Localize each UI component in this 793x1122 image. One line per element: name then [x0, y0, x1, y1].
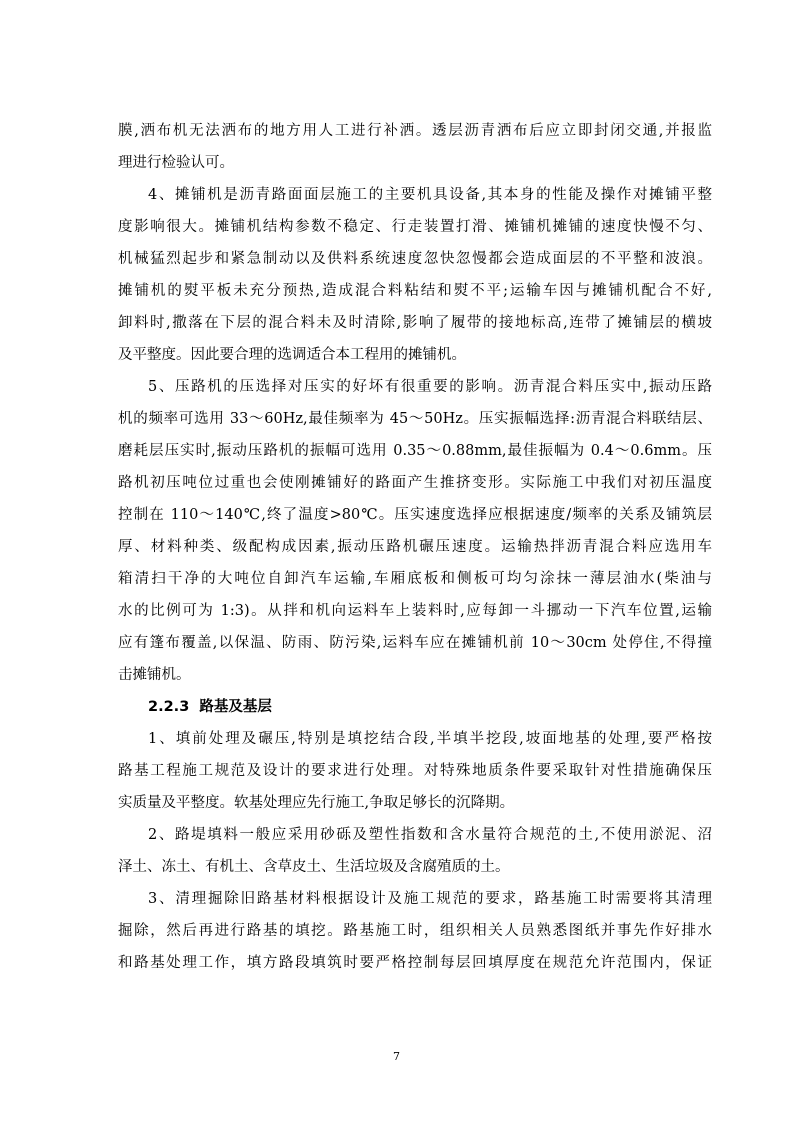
- body-text-line: 应有篷布覆盖,以保温、防雨、防污染,运料车应在摊铺机前 10～30cm 处停住,不得撞: [118, 635, 712, 651]
- body-text-line: 路机初压吨位过重也会使刚摊铺好的路面产生推挤变形。实际施工中我们对初压温度: [118, 475, 712, 491]
- section-title: 路基及基层: [199, 699, 272, 715]
- body-text-line: 3、清理掘除旧路基材料根据设计及施工规范的要求，路基施工时需要将其清理: [148, 891, 712, 907]
- body-text-line: 箱清扫干净的大吨位自卸汽车运输,车厢底板和侧板可均匀涂抹一薄层油水(柴油与: [118, 571, 712, 587]
- body-text-line: 膜,洒布机无法洒布的地方用人工进行补洒。透层沥青洒布后应立即封闭交通,并报监: [118, 123, 712, 139]
- body-text-line: 厚、材料种类、级配构成因素,振动压路机碾压速度。运输热拌沥青混合料应选用车: [118, 539, 712, 555]
- body-text-line: 机械猛烈起步和紧急制动以及供料系统速度忽快忽慢都会造成面层的不平整和波浪。: [118, 251, 712, 267]
- page-number: 7: [393, 1050, 400, 1063]
- body-text-line: 及平整度。因此要合理的选调适合本工程用的摊铺机。: [118, 347, 466, 363]
- section-number: 2.2.3: [148, 699, 190, 715]
- body-text-line: 控制在 110～140℃,终了温度>80℃。压实速度选择应根据速度/频率的关系及铺筑层: [118, 507, 712, 523]
- body-text-line: 2、路堤填料一般应采用砂砾及塑性指数和含水量符合规范的土,不使用淤泥、沼: [148, 827, 712, 843]
- body-text-line: 摊铺机的熨平板未充分预热,造成混合料粘结和熨不平;运输车因与摊铺机配合不好,: [118, 283, 712, 299]
- body-text-line: 路基工程施工规范及设计的要求进行处理。对特殊地质条件要采取针对性措施确保压: [118, 763, 712, 779]
- body-text-line: 4、摊铺机是沥青路面面层施工的主要机具设备,其本身的性能及操作对摊铺平整: [148, 187, 712, 203]
- body-text-line: 度影响很大。摊铺机结构参数不稳定、行走装置打滑、摊铺机摊铺的速度快慢不匀、: [118, 219, 712, 235]
- body-text-line: 掘除，然后再进行路基的填挖。路基施工时，组织相关人员熟悉图纸并事先作好排水: [118, 923, 712, 939]
- body-text-line: 卸料时,撒落在下层的混合料未及时清除,影响了履带的接地标高,连带了摊铺层的横坡: [118, 315, 712, 331]
- body-text-line: 磨耗层压实时,振动压路机的振幅可选用 0.35～0.88mm,最佳振幅为 0.4～0.6mm。压: [118, 443, 712, 459]
- body-text-line: 击摊铺机。: [118, 667, 191, 683]
- body-text-line: 水的比例可为 1:3)。从拌和机向运料车上装料时,应每卸一斗挪动一下汽车位置,运输: [118, 603, 712, 619]
- body-text-line: 1、填前处理及碾压,特别是填挖结合段,半填半挖段,坡面地基的处理,要严格按: [148, 731, 712, 747]
- body-text-line: 5、压路机的压选择对压实的好坏有很重要的影响。沥青混合料压实中,振动压路: [148, 379, 712, 395]
- body-text-line: 理进行检验认可。: [118, 155, 234, 171]
- body-text-line: 和路基处理工作，填方路段填筑时要严格控制每层回填厚度在规范允许范围内，保证: [118, 955, 712, 971]
- section-heading: [148, 698, 272, 716]
- body-text-line: 实质量及平整度。软基处理应先行施工,争取足够长的沉降期。: [118, 795, 515, 811]
- body-text-line: 泽土、冻土、有机土、含草皮土、生活垃圾及含腐殖质的土。: [118, 859, 510, 875]
- body-text-line: 机的频率可选用 33～60Hz,最佳频率为 45～50Hz。压实振幅选择:沥青混合料联结层、: [118, 411, 712, 427]
